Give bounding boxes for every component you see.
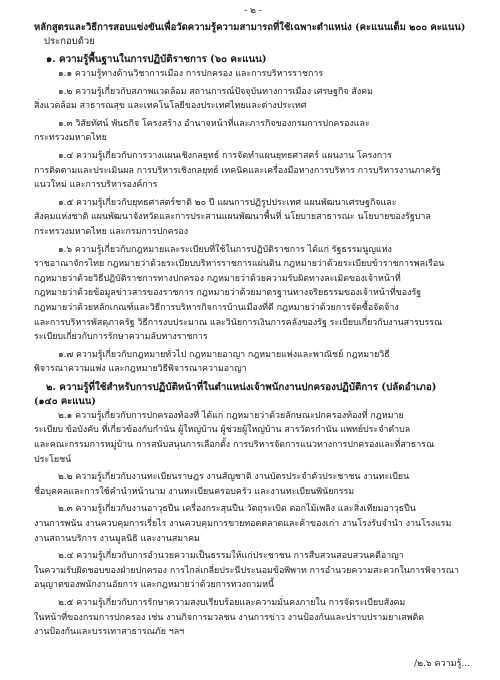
section-1-item-line: ๑.๑ ความรู้ทางด้านวิชาการเมือง การปกครอง และการบริหารราชการ <box>58 69 324 79</box>
curriculum-heading: หลักสูตรและวิธีการสอบแข่งขันเพื่อวัดความรู้ความสามารถที่ใช้เฉพาะตำแหน่ง (คะแนนเต็ม ๒๐๐ คะแนน) <box>34 22 466 33</box>
section-2-item <box>34 470 472 499</box>
section-2-item-line: ในหน้าที่ของกรมการปกครอง เช่น งานกิจการมวลชน งานการข่าว งานป้องกันและปราบปรามยาเสพติด <box>34 612 425 623</box>
section-2-item <box>34 409 472 467</box>
section-1-item <box>34 196 472 240</box>
section-2-item-line: ในความรับผิดชอบของฝ่ายปกครอง การไกล่เกลี่ยประนีประนอมข้อพิพาท การอำนวยความสะดวกในการพิจารณา <box>34 565 459 576</box>
section-1-item-line: กฎหมายว่าด้วยหลักเกณฑ์และวิธีการบริหารกิจการบ้านเมืองที่ดี กฎหมายว่าด้วยการจัดซื้อจัดจ้าง <box>34 302 399 313</box>
section-1-item-line: สังคมแห่งชาติ แผนพัฒนาจังหวัดและการประสานแผนพัฒนาพื้นที่ นโยบายสาธารณะ นโยบายของรัฐบาล <box>34 212 431 223</box>
page-number: - ๒ - <box>244 6 262 16</box>
section-1-item <box>34 117 472 146</box>
section-2-title-cont: (๑๔๐ คะแนน) <box>34 395 96 407</box>
section-1-items <box>34 67 472 377</box>
section-1-item-line: ๑.๓ วิสัยทัศน์ พันธกิจ โครงสร้าง อำนาจหน้าที่และภารกิจของกรมการปกครองและ <box>58 118 370 129</box>
section-1-item-line: ราชอาณาจักรไทย กฎหมายว่าด้วยระเบียบบริหารราชการแผ่นดิน กฎหมายว่าด้วยระเบียบข้าราชการพลเรือน <box>34 259 445 270</box>
section-1-item <box>34 149 472 193</box>
section-1-item-line: และการบริหารพัสดุภาครัฐ วิธีการงบประมาณ และวินัยการเงินการคลังของรัฐ ระเบียบเกี่ยวกับงานสารบรรณ <box>34 317 443 328</box>
section-2-item-line: ๒.๔ ความรู้เกี่ยวกับการอำนวยความเป็นธรรมให้แก่ประชาชน การสืบสวนสอบสวนคดีอาญา <box>58 551 404 562</box>
section-1-item-line: กระทรวงมหาดไทย <box>34 133 107 144</box>
section-1-item-line: กฎหมายว่าด้วยข้อมูลข่าวสารของราชการ กฎหมายว่าด้วยมาตรฐานทางจริยธรรมของเจ้าหน้าที่ของรัฐ <box>34 288 422 299</box>
section-2-item-line: ๒.๓ ความรู้เกี่ยวกับงานอาวุธปืน เครื่องกระสุนปืน วัตถุระเบิด ดอกไม้เพลิง และสิ่งเทียมอาวุธปืน <box>58 504 416 515</box>
section-1-item-line: ระเบียบเกี่ยวกับการรักษาความลับทางราชการ <box>34 332 208 343</box>
section-2-item-line: ประโยชน์ <box>34 454 72 465</box>
section-1-item-line: กระทรวงมหาดไทย และกรมการปกครอง <box>34 226 189 237</box>
section-1-item-line: กฎหมายว่าด้วยวิธีปฏิบัติราชการทางปกครอง กฎหมายว่าด้วยความรับผิดทางละเมิดของเจ้าหน้าที่ <box>34 273 401 284</box>
continuation-reference: /๒.๖ ความรู้... <box>414 659 470 669</box>
section-2-item-line: งานป้องกันและบรรเทาสาธารณภัย ฯลฯ <box>34 627 185 638</box>
section-2-item-line: ๒.๒ ความรู้เกี่ยวกับงานทะเบียนราษฎร งานสัญชาติ งานบัตรประจำตัวประชาชน งานทะเบียน <box>58 472 410 483</box>
section-2-item <box>34 596 472 640</box>
section-1-item <box>34 67 472 82</box>
section-2-item-line: งานการพนัน งานควบคุมการเรี่ยไร งานควบคุมการขายทอดตลาดและค้าของเก่า งานโรงรับจำนำ งานโรงแรม <box>34 519 452 530</box>
section-2-item-line: ๒.๑ ความรู้เกี่ยวกับการปกครองท้องที่ ได้แก่ กฎหมายว่าด้วยลักษณะปกครองท้องที่ กฎหมาย <box>58 410 404 421</box>
section-1-item-line: ๑.๖ ความรู้เกี่ยวกับกฎหมายและระเบียบที่ใช้ในการปฏิบัติราชการ ได้แก่ รัฐธรรมนูญแห่ง <box>58 244 392 255</box>
section-2-item-line: ชื่อบุคคลและการใช้คำนำหน้านาม งานทะเบียนครอบครัว และงานทะเบียนพินัยกรรม <box>34 486 355 497</box>
section-2-item-line: งานสถานบริการ งานมูลนิธิ และงานสมาคม <box>34 533 200 544</box>
section-2-item-line: อนุญาตของพนักงานอัยการ และกฎหมายว่าด้วยการทวงถามหนี้ <box>34 580 275 591</box>
section-2-items <box>34 409 472 640</box>
section-1-item <box>34 85 472 114</box>
section-1-item <box>34 243 472 345</box>
section-1-item-line: การติดตามและประเมินผล การบริหารเชิงกลยุทธ์ เทคนิคและเครื่องมือทางการบริหาร การบริหารงานภาครัฐ <box>34 165 441 176</box>
section-1-item-line: ๑.๔ ความรู้เกี่ยวกับการวางแผนเชิงกลยุทธ์ การจัดทำแผนยุทธศาสตร์ แผนงาน โครงการ <box>58 150 392 161</box>
section-1-item-line: ๑.๕ ความรู้เกี่ยวกับยุทธศาสตร์ชาติ ๒๐ ปี แผนการปฏิรูปประเทศ แผนพัฒนาเศรษฐกิจและ <box>58 197 397 208</box>
section-1-title: ๑. ความรู้พื้นฐานในการปฏิบัติราชการ (๖๐ คะแนน) <box>46 54 267 65</box>
section-1-item-line: พิจารณาความแพ่ง และกฎหมายวิธีพิจารณาความอาญา <box>34 364 247 375</box>
section-2-item <box>34 502 472 546</box>
section-1-item <box>34 348 472 377</box>
section-1-item-line: ๑.๒ ความรู้เกี่ยวกับสภาพแวดล้อม สถานการณ์ปัจจุบันทางการเมือง เศรษฐกิจ สังคม <box>58 86 373 97</box>
section-1-item-line: ๑.๗ ความรู้เกี่ยวกับกฎหมายทั่วไป กฎหมายอาญา กฎหมายแพ่งและพาณิชย์ กฎหมายวิธี <box>58 349 390 360</box>
section-2-item-line: ๒.๕ ความรู้เกี่ยวกับการรักษาความสงบเรียบร้อยและความมั่นคงภายใน การจัดระเบียบสังคม <box>58 598 406 608</box>
section-1-item-line: สิ่งแวดล้อม สาธารณสุข และเทคโนโลยีของประเทศไทยและต่างประเทศ <box>34 101 307 112</box>
section-2-item <box>34 549 472 593</box>
curriculum-heading-cont: ประกอบด้วย <box>44 36 95 47</box>
section-2-title: ๒. ความรู้ที่ใช้สำหรับการปฏิบัติหน้าที่ในตำแหน่งเจ้าพนักงานปกครองปฏิบัติการ (ปลัดอำเภอ) <box>46 381 437 393</box>
section-2-item-line: ระเบียบ ข้อบังคับ ที่เกี่ยวข้องกับกำนัน ผู้ใหญ่บ้าน ผู้ช่วยผู้ใหญ่บ้าน สารวัตรกำนัน แพทย์ประจำตำบล <box>34 425 411 436</box>
section-1-item-line: แนวใหม่ และการบริหารองค์การ <box>34 180 158 191</box>
section-2-item-line: และคณะกรรมการหมู่บ้าน การสนับสนุนการเลือกตั้ง การบริหารจัดการแนวทางการปกครองและที่สาธารณ <box>34 440 435 451</box>
